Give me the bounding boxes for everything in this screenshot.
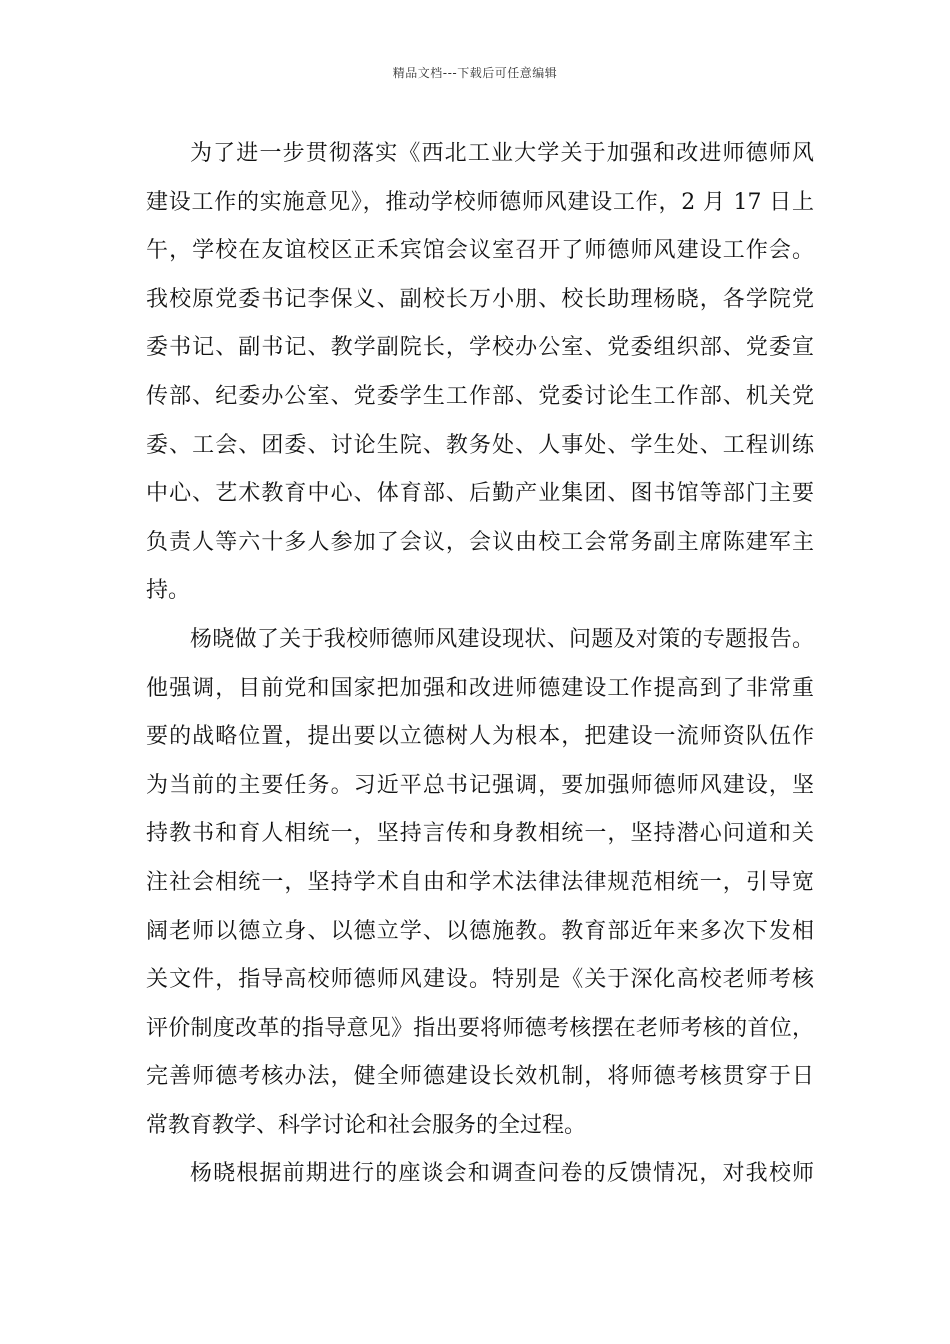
paragraph-line: 传部、纪委办公室、党委学生工作部、党委讨论生工作部、机关党 bbox=[146, 383, 814, 409]
page-header: 精品文档---下载后可任意编辑 bbox=[392, 66, 558, 80]
paragraph-line: 关文件，指导高校师德师风建设。特别是《关于深化高校老师考核 bbox=[146, 967, 814, 993]
paragraph-line: 持。 bbox=[146, 578, 191, 604]
paragraph-line: 完善师德考核办法，健全师德建设长效机制，将师德考核贯穿于日 bbox=[146, 1064, 814, 1090]
paragraph-line: 委、工会、团委、讨论生院、教务处、人事处、学生处、工程训练 bbox=[146, 432, 814, 458]
paragraph-line: 评价制度改革的指导意见》指出要将师德考核摆在老师考核的首位， bbox=[146, 1015, 814, 1041]
paragraph-line: 中心、艺术教育中心、体育部、后勤产业集团、图书馆等部门主要 bbox=[146, 481, 814, 507]
paragraph-line: 要的战略位置，提出要以立德树人为根本，把建设一流师资队伍作 bbox=[146, 724, 814, 750]
paragraph-line: 他强调，目前党和国家把加强和改进师德建设工作提高到了非常重 bbox=[146, 675, 814, 701]
paragraph-line: 为了进一步贯彻落实《西北工业大学关于加强和改进师德师风 bbox=[190, 141, 814, 166]
paragraph-line: 负责人等六十多人参加了会议，会议由校工会常务副主席陈建军主 bbox=[146, 529, 814, 555]
paragraph-line: 杨晓根据前期进行的座谈会和调查问卷的反馈情况，对我校师 bbox=[190, 1161, 814, 1187]
paragraph-2 bbox=[146, 616, 814, 1151]
paragraph-line: 委书记、副书记、教学副院长，学校办公室、党委组织部、党委宣 bbox=[146, 335, 814, 361]
paragraph-line: 杨晓做了关于我校师德师风建设现状、问题及对策的专题报告。 bbox=[190, 626, 814, 652]
paragraph-3 bbox=[146, 1150, 814, 1199]
paragraph-line: 我校原党委书记李保义、副校长万小朋、校长助理杨晓，各学院党 bbox=[146, 286, 814, 312]
paragraph-line: 为当前的主要任务。习近平总书记强调，要加强师德师风建设，坚 bbox=[146, 772, 814, 798]
paragraph-line: 持教书和育人相统一，坚持言传和身教相统一，坚持潜心问道和关 bbox=[146, 821, 814, 847]
paragraph-line: 常教育教学、科学讨论和社会服务的全过程。 bbox=[146, 1112, 587, 1138]
paragraph-line: 阔老师以德立身、以德立学、以德施教。教育部近年来多次下发相 bbox=[146, 918, 814, 944]
paragraph-line: 建设工作的实施意见》，推动学校师德师风建设工作，2 月 17 日上 bbox=[146, 189, 814, 215]
paragraph-line: 午，学校在友谊校区正禾宾馆会议室召开了师德师风建设工作会。 bbox=[146, 238, 814, 264]
paragraph-1 bbox=[146, 130, 814, 616]
paragraph-line: 注社会相统一，坚持学术自由和学术法律法律规范相统一，引导宽 bbox=[146, 869, 814, 895]
document-body bbox=[146, 130, 814, 1199]
